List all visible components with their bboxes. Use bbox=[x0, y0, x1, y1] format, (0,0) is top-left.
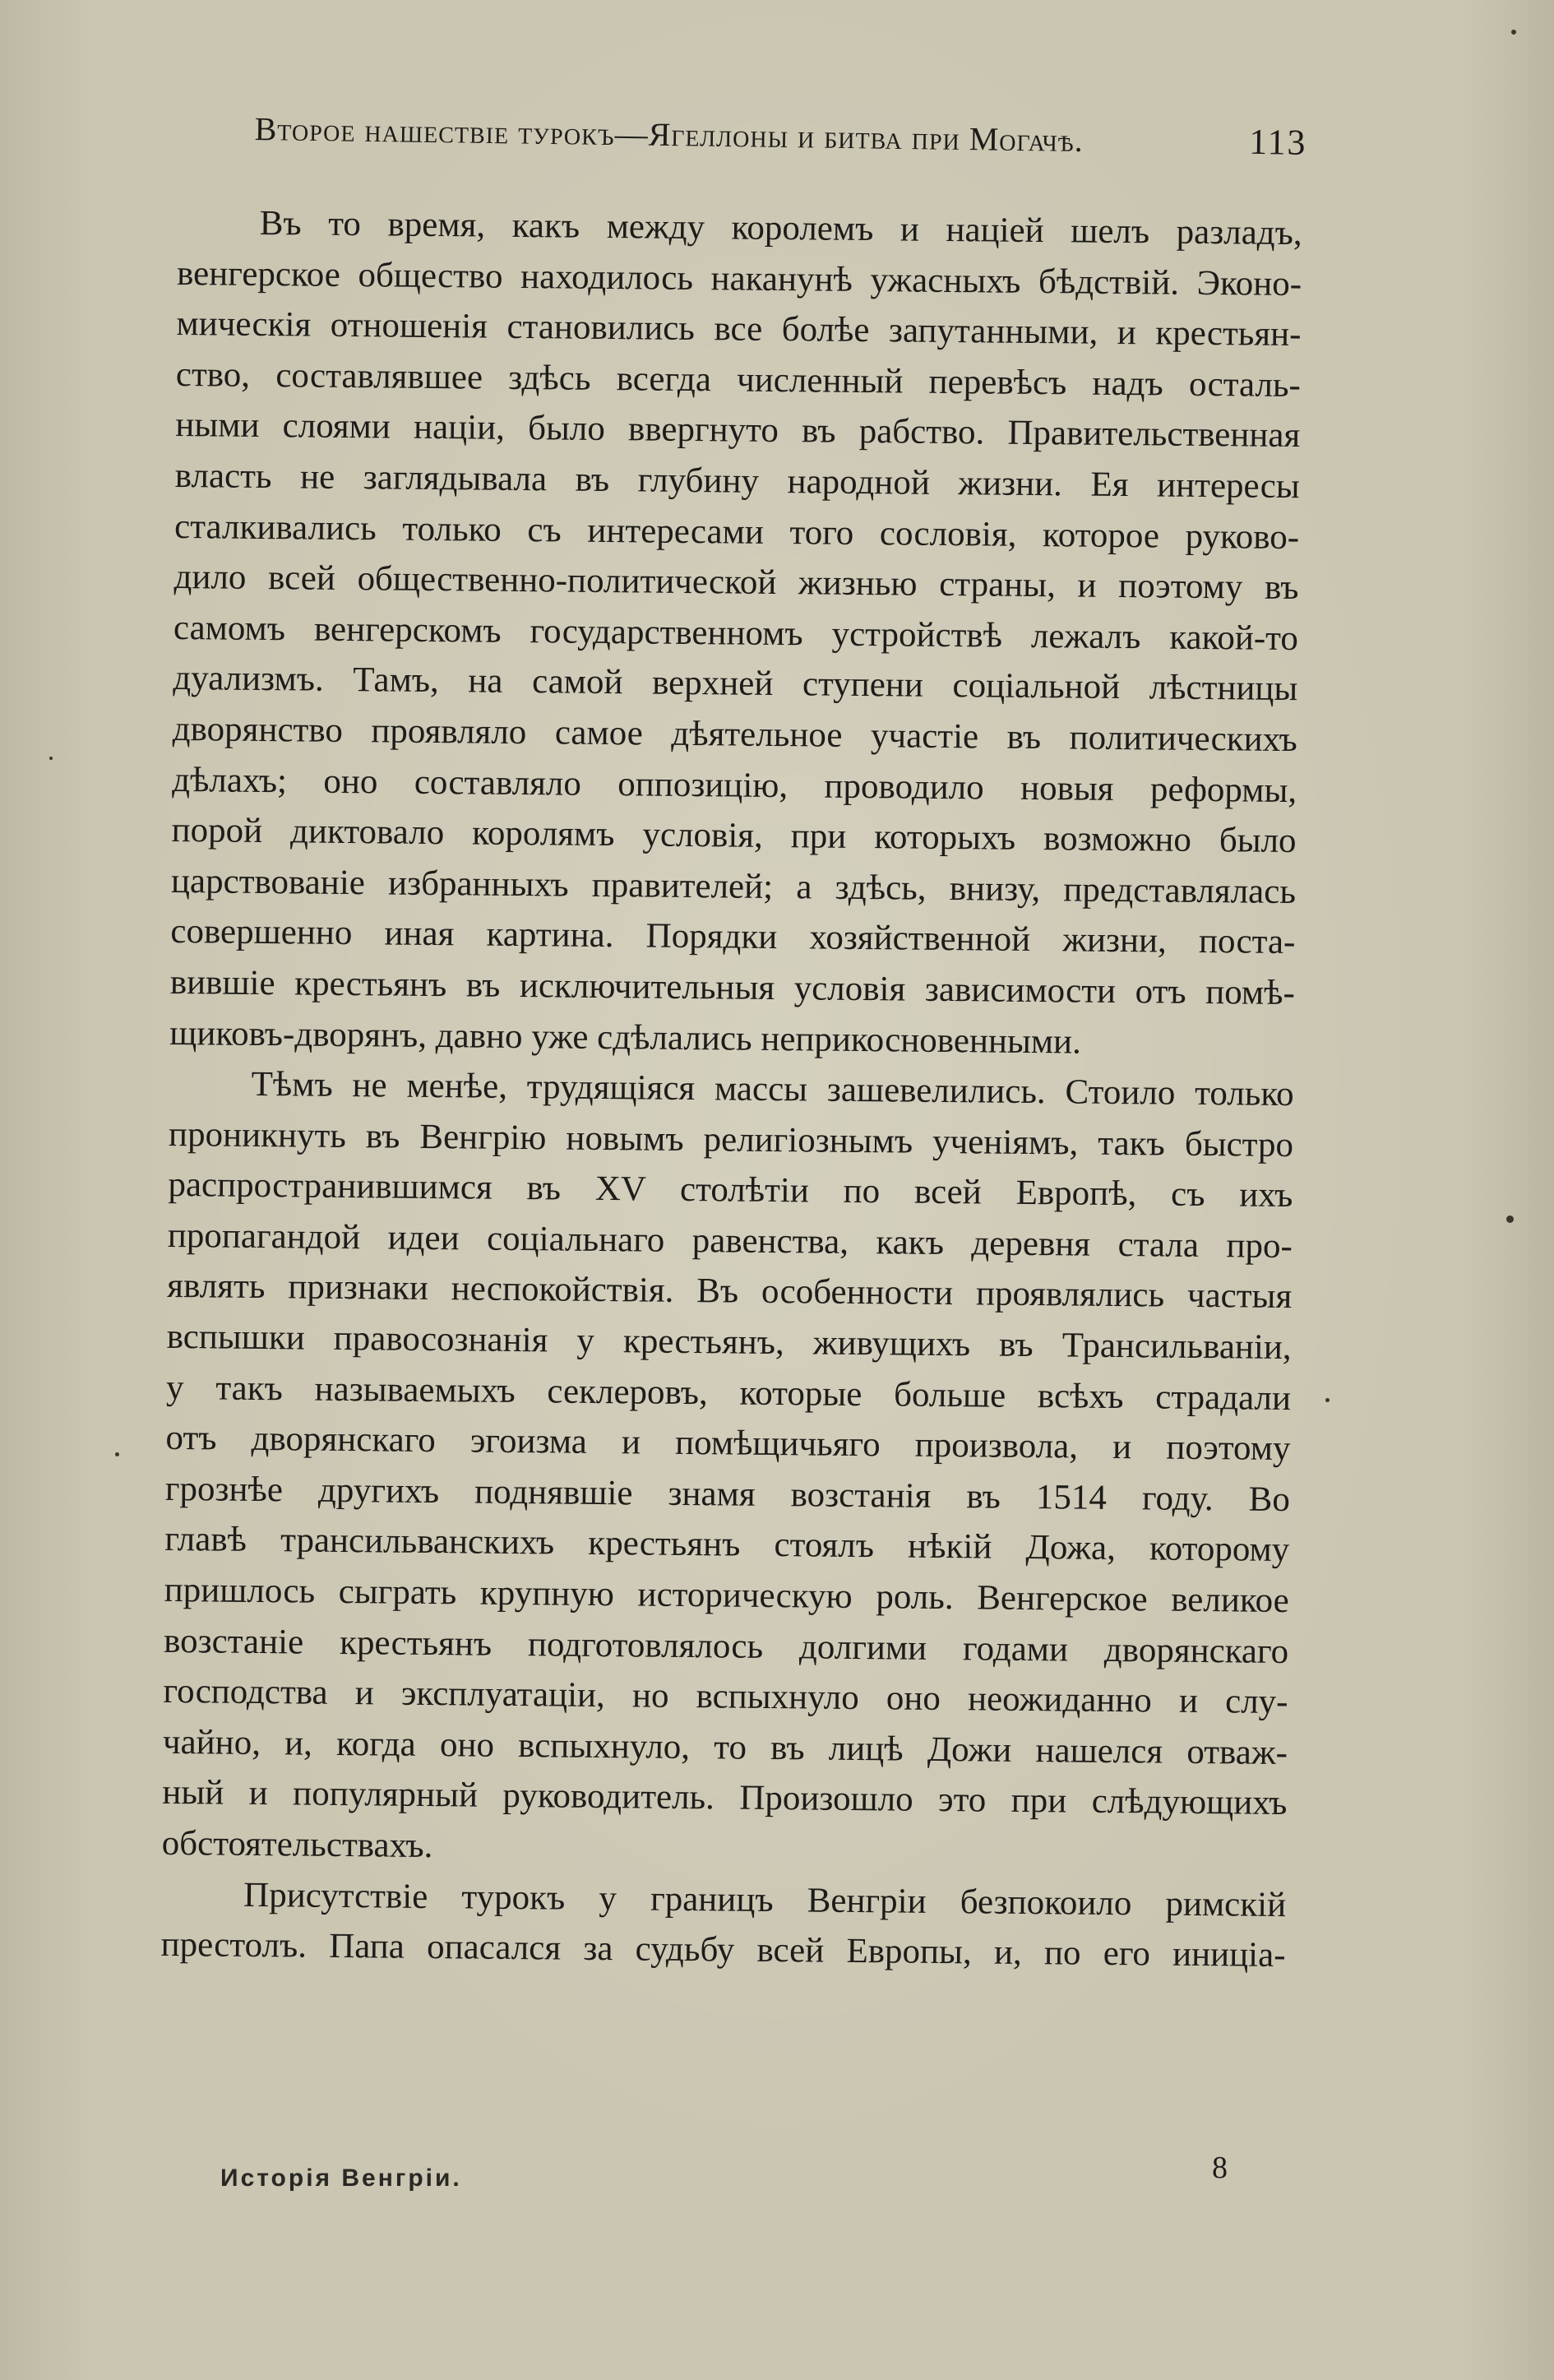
text-line: власть не заглядывала въ глубину народной жизни. Ея интересы bbox=[174, 456, 1300, 507]
print-speck bbox=[1511, 30, 1516, 35]
text-line: ство, составлявшее здѣсь всегда численный перевѣсъ надъ осталь- bbox=[175, 354, 1302, 405]
text-line: царствованіе избранныхъ правителей; а здѣсь, внизу, представлялась bbox=[170, 861, 1297, 911]
text-line: ный и популярный руководитель. Произошло это при слѣдующихъ bbox=[162, 1773, 1288, 1823]
print-speck bbox=[1506, 1215, 1514, 1223]
text-line: распространившимся въ XV столѣтіи по всей Европѣ, съ ихъ bbox=[168, 1165, 1293, 1215]
text-line: порой диктовало королямъ условія, при которыхъ возможно было bbox=[171, 811, 1297, 861]
print-speck bbox=[49, 757, 53, 760]
signature-mark: 8 bbox=[1212, 2151, 1228, 2185]
text-line: являть признаки неспокойствія. Въ особенности проявлялись частыя bbox=[167, 1266, 1293, 1317]
page-header bbox=[254, 107, 1307, 188]
text-line: пропагандой идеи соціальнаго равенства, какъ деревня стала про- bbox=[167, 1215, 1293, 1266]
running-title: Второе нашествіе турокъ—Ягеллоны и битва при Могачѣ. bbox=[254, 109, 1085, 160]
text-line: господства и эксплуатаціи, но вспыхнуло оно неожиданно и слу- bbox=[163, 1672, 1288, 1722]
text-line: самомъ венгерскомъ государственномъ устройствѣ лежалъ какой-то bbox=[173, 608, 1299, 658]
text-line: вспышки правосознанія у крестьянъ, живущихъ въ Трансильваніи, bbox=[166, 1317, 1292, 1368]
text-line: Въ то время, какъ между королемъ и націей шелъ разладъ, bbox=[259, 203, 1302, 253]
text-line: вившіе крестьянъ въ исключительныя условія зависимости отъ помѣ- bbox=[169, 962, 1296, 1012]
print-speck bbox=[115, 1452, 119, 1456]
text-line: ными слоями націи, было ввергнуто въ рабство. Правительственная bbox=[175, 405, 1301, 456]
text-line: дѣлахъ; оно составляло оппозицію, проводило новыя реформы, bbox=[171, 760, 1297, 810]
text-line: мическія отношенія становились все болѣе запутанными, и крестьян- bbox=[176, 304, 1302, 354]
text-line: проникнуть въ Венгрію новымъ религіознымъ ученіямъ, такъ быстро bbox=[168, 1114, 1294, 1165]
text-line: престолъ. Папа опасался за судьбу всей Европы, и, по его иниціа- bbox=[160, 1925, 1286, 1975]
text-line: дило всей общественно-политической жизнью страны, и поэтому въ bbox=[173, 558, 1299, 608]
text-line: возстаніе крестьянъ подготовлялось долгими годами дворянскаго bbox=[163, 1621, 1289, 1671]
text-line: совершенно иная картина. Порядки хозяйственной жизни, поста- bbox=[170, 912, 1296, 962]
text-line: пришлось сыграть крупную историческую роль. Венгерское великое bbox=[164, 1570, 1289, 1621]
text-line: дворянство проявляло самое дѣятельное участіе въ политическихъ bbox=[172, 709, 1297, 760]
text-line: сталкивались только съ интересами того сословія, которое руково- bbox=[173, 507, 1300, 557]
print-speck bbox=[1325, 1398, 1330, 1402]
text-line: Тѣмъ не менѣе, трудящіяся массы зашевелились. Стоило только bbox=[251, 1065, 1294, 1114]
text-line: дуализмъ. Тамъ, на самой верхней ступени соціальной лѣстницы bbox=[173, 659, 1298, 709]
text-line: у такъ называемыхъ секлеровъ, которые больше всѣхъ страдали bbox=[165, 1368, 1292, 1418]
body-text bbox=[160, 197, 1302, 1981]
text-line: отъ дворянскаго эгоизма и помѣщичьяго произвола, и поэтому bbox=[165, 1419, 1291, 1469]
page-number: 113 bbox=[1248, 121, 1307, 163]
text-line: чайно, и, когда оно вспыхнуло, то въ лицѣ Дожи нашелся отваж- bbox=[162, 1722, 1288, 1772]
text-line: щиковъ-дворянъ, давно уже сдѣлались неприкосновенными. bbox=[169, 1013, 1082, 1062]
text-line: грознѣе другихъ поднявшіе знамя возстанія въ 1514 году. Во bbox=[164, 1469, 1291, 1519]
text-line: обстоятельствахъ. bbox=[161, 1823, 433, 1866]
text-line: Присутствіе турокъ у границъ Венгріи безпокоило римскій bbox=[243, 1875, 1287, 1924]
footer-book-title: Исторія Венгріи. bbox=[220, 2165, 462, 2192]
text-line: главѣ трансильванскихъ крестьянъ стоялъ нѣкій Дожа, которому bbox=[164, 1520, 1290, 1570]
text-line: венгерское общество находилось наканунѣ ужасныхъ бѣдствій. Эконо- bbox=[176, 253, 1302, 303]
